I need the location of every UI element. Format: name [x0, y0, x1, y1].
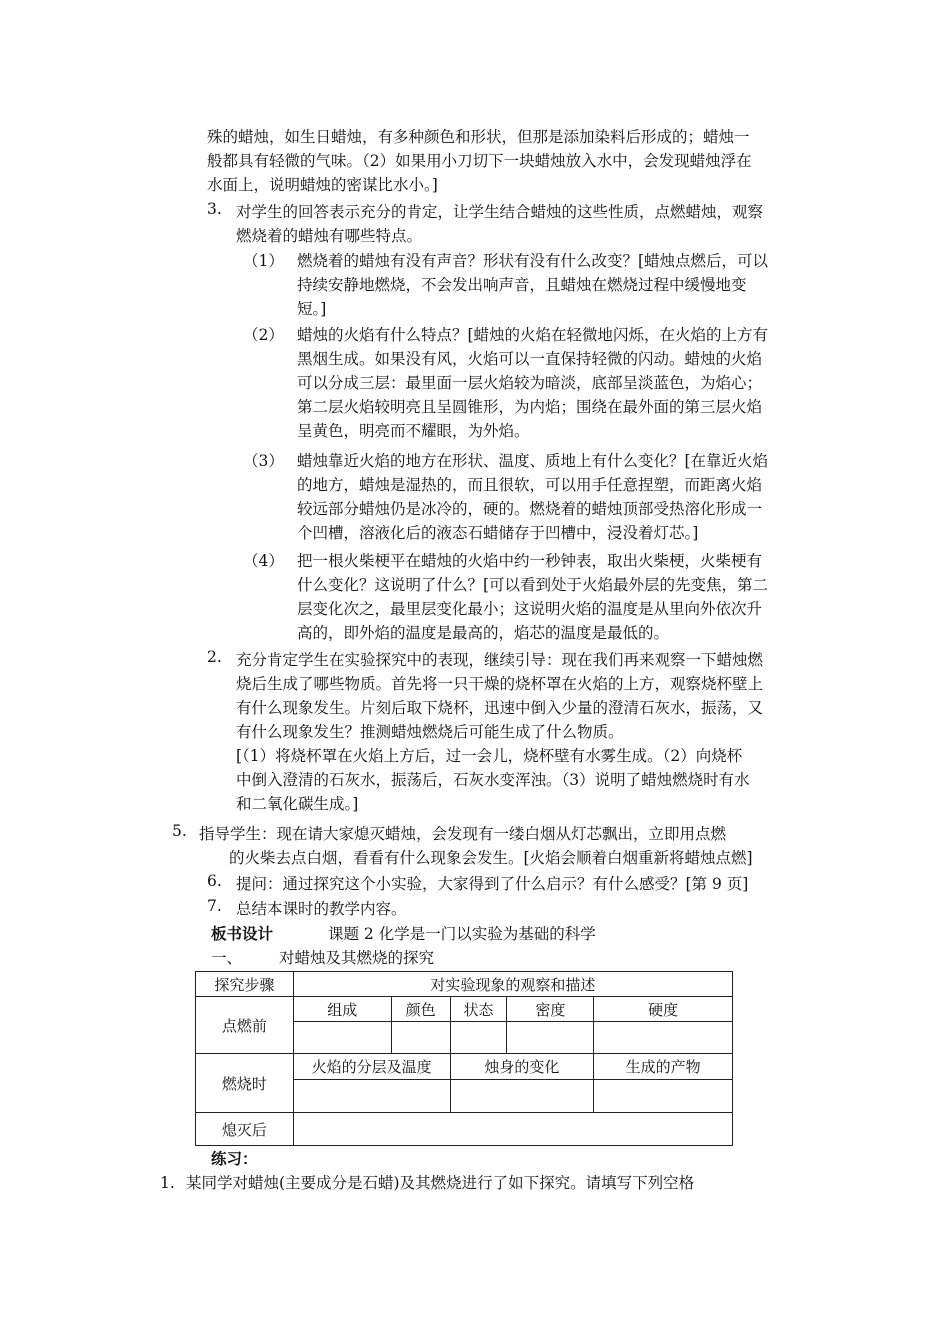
text-line: [（1）将烧杯罩在火焰上方后，过一会儿，烧杯壁有水雾生成。（2）向烧杯 [236, 747, 743, 765]
column-header: 密度 [507, 997, 594, 1022]
subitem-number: （4） [243, 552, 284, 570]
row-label-before: 点燃前 [196, 997, 294, 1054]
section-title: 对蜡烛及其燃烧的探究 [279, 949, 435, 967]
blank-cell [293, 1113, 732, 1146]
text-line: 蜡烛靠近火焰的地方在形状、温度、质地上有什么变化？[在靠近火焰 [297, 452, 769, 470]
board-title: 课题 2 化学是一门以实验为基础的科学 [328, 925, 596, 943]
row-label-burning: 燃烧时 [196, 1054, 294, 1113]
text-line: 水面上，说明蜡烛的密谋比水小。] [207, 176, 438, 194]
intro-paragraph [207, 125, 817, 197]
subitem-number: （1） [243, 252, 284, 270]
blank-cell [391, 1022, 450, 1054]
blank-cell [594, 1022, 733, 1054]
column-header: 火焰的分层及温度 [293, 1054, 450, 1080]
subitem-number: （3） [243, 452, 284, 470]
text-line: 个凹槽，溶液化后的液态石蜡储存于凹槽中，浸没着灯芯。] [297, 524, 699, 542]
text-line: 持续安静地燃烧，不会发出响声音，且蜡烛在燃烧过程中缓慢地变 [297, 276, 747, 294]
blank-cell [507, 1022, 594, 1054]
text-line: 黑烟生成。如果没有风，火焰可以一直保持轻微的闪动。蜡烛的火焰 [297, 350, 763, 368]
text-line: 呈黄色，明亮而不耀眼，为外焰。 [297, 422, 530, 440]
text-line: 短。] [297, 300, 327, 318]
text-line: 中倒入澄清的石灰水，振荡后，石灰水变浑浊。（3）说明了蜡烛燃烧时有水 [236, 771, 750, 789]
text-line: 把一根火柴梗平在蜡烛的火焰中约一秒钟表，取出火柴梗，火柴梗有 [297, 552, 763, 570]
blank-cell [594, 1080, 733, 1113]
section-number: 一、 [211, 949, 243, 967]
item-number: 3. [207, 200, 222, 218]
column-header: 生成的产物 [594, 1054, 733, 1080]
subitem-2-text [297, 323, 817, 443]
subitem-1-text [297, 249, 817, 321]
item-2-text [236, 648, 816, 816]
header-observation: 对实验现象的观察和描述 [293, 972, 732, 997]
board-label: 板书设计 [211, 924, 274, 943]
column-header: 硬度 [594, 997, 733, 1022]
text-line: 对学生的回答表示充分的肯定，让学生结合蜡烛的这些性质，点燃蜡烛，观察 [236, 203, 764, 221]
text-line: 有什么现象发生。片刻后取下烧杯，迅速中倒入少量的澄清石灰水，振荡，又 [236, 699, 764, 717]
item-number: 5. [172, 822, 187, 840]
item-number: 2. [207, 648, 222, 666]
board-table [195, 971, 733, 1146]
text-line: 较远部分蜡烛仍是冰冷的，硬的。燃烧着的蜡烛顶部受热溶化形成一 [297, 500, 763, 518]
blank-cell [450, 1080, 594, 1113]
item-number: 6. [207, 872, 222, 890]
text-line: 的地方，蜡烛是湿热的，而且很软，可以用手任意捏塑，而距离火焰 [297, 476, 763, 494]
text-line: 般都具有轻微的气味。（2）如果用小刀切下一块蜡烛放入水中，会发现蜡烛浮在 [207, 152, 752, 170]
text-line: 层变化次之，最里层变化最小；这说明火焰的温度是从里向外依次升 [297, 600, 763, 618]
blank-cell [293, 1080, 450, 1113]
text-line: 什么变化？这说明了什么？[可以看到处于火焰最外层的先变焦，第二 [297, 576, 769, 594]
text-line: 高的，即外焰的温度是最高的，焰芯的温度是最低的。 [297, 624, 670, 642]
item-3-text [236, 200, 816, 248]
item-number: 7. [207, 897, 222, 915]
blank-cell [450, 1022, 507, 1054]
text-line: 充分肯定学生在实验探究中的表现，继续引导：现在我们再来观察一下蜡烛燃 [236, 651, 764, 669]
blank-cell [293, 1022, 391, 1054]
exercise-label: 练习： [211, 1149, 258, 1168]
column-header: 状态 [450, 997, 507, 1022]
column-header: 烛身的变化 [450, 1054, 594, 1080]
text-line: 殊的蜡烛，如生日蜡烛，有多种颜色和形状，但那是添加染料后形成的；蜡烛一 [207, 128, 750, 146]
column-header: 组成 [293, 997, 391, 1022]
text-line: 可以分成三层：最里面一层火焰较为暗淡，底部呈淡蓝色，为焰心； [297, 374, 763, 392]
subitem-3-text [297, 449, 817, 545]
text-line: 燃烧着的蜡烛有哪些特点。 [236, 227, 423, 245]
question-number: 1. [160, 1174, 175, 1192]
row-label-after: 熄灭后 [196, 1113, 294, 1146]
subitem-4-text [297, 549, 817, 645]
text-line: 蜡烛的火焰有什么特点？[蜡烛的火焰在轻微地闪烁，在火焰的上方有 [297, 326, 769, 344]
text-line: 提问：通过探究这个小实验，大家得到了什么启示？有什么感受？[第 9 页] [236, 875, 749, 893]
question-text: 某同学对蜡烛(主要成分是石蜡)及其燃烧进行了如下探究。请填写下列空格 [186, 1174, 695, 1192]
text-line: 烧后生成了哪些物质。首先将一只干燥的烧杯罩在火焰的上方，观察烧杯壁上 [236, 675, 764, 693]
text-line: 燃烧着的蜡烛有没有声音？形状有没有什么改变？[蜡烛点燃后，可以 [297, 252, 769, 270]
text-line: 和二氧化碳生成。] [236, 795, 359, 813]
text-line: 有什么现象发生？推测蜡烛燃烧后可能生成了什么物质。 [236, 723, 624, 741]
text-line: 总结本课时的教学内容。 [236, 900, 407, 918]
subitem-number: （2） [243, 326, 284, 344]
column-header: 颜色 [391, 997, 450, 1022]
text-line: 第二层火焰较明亮且呈圆锥形，为内焰；围绕在最外面的第三层火焰 [297, 398, 763, 416]
header-step: 探究步骤 [196, 972, 294, 997]
text-line: 指导学生：现在请大家熄灭蜡烛，会发现有一缕白烟从灯芯飘出，立即用点燃 [199, 825, 727, 843]
text-line: 的火柴去点白烟，看看有什么现象会发生。[火焰会顺着白烟重新将蜡烛点燃] [229, 849, 753, 867]
